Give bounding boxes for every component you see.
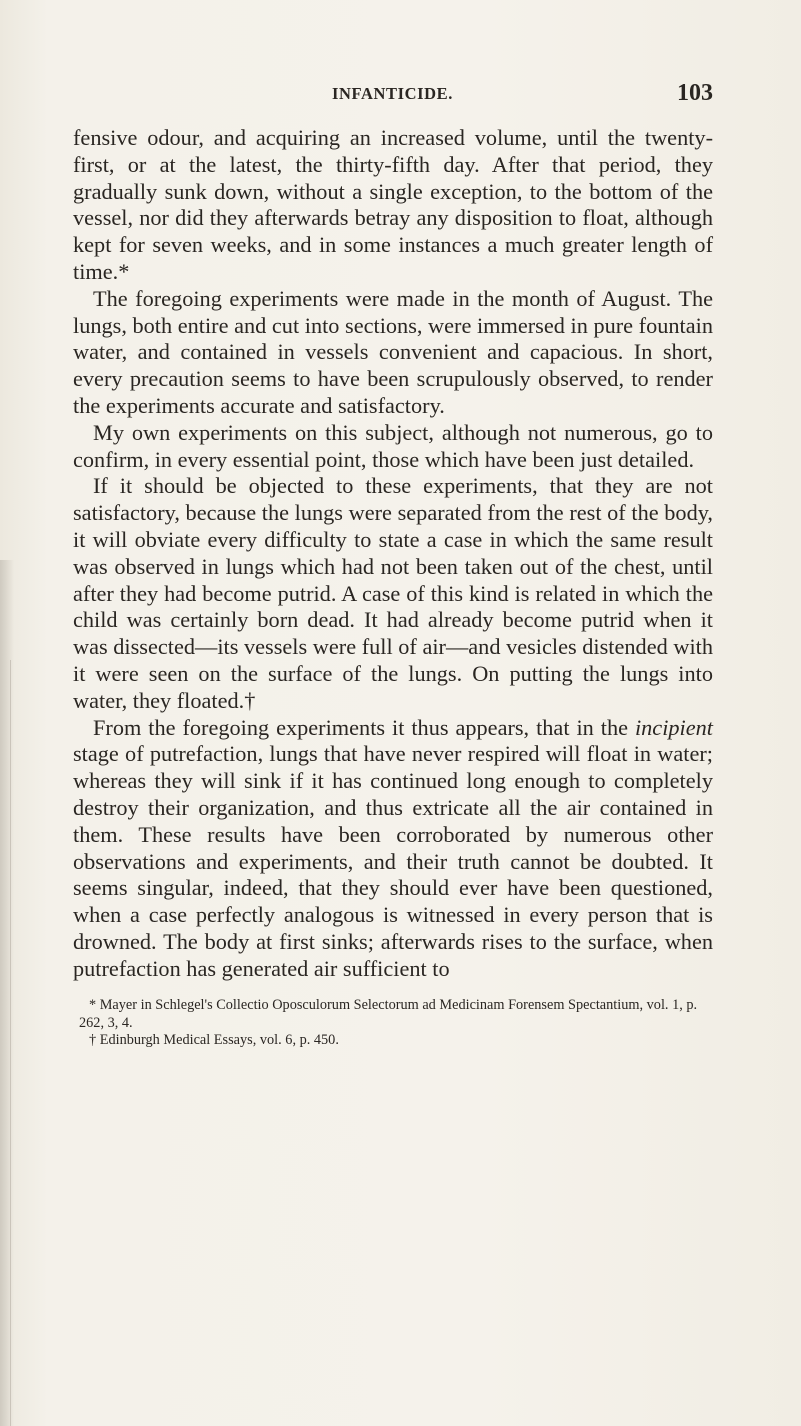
paragraph-5-start: From the foregoing experiments it thus appears, that in the: [93, 714, 629, 740]
paragraph-4: If it should be objected to these experiments, that they are not satisfactory, because the lungs were separated from the rest of the body, it will obviate every difficulty to state a case in which the same result was observed in lungs which had not been taken out of the chest, until after they had become putrid. A case of this kind is related in which the child was certainly born dead. It had already become putrid when it was dissected—its vessels were full of air—and vesicles distended with it were seen on the surface of the lungs. On putting the lungs into water, they floated.†: [73, 473, 713, 713]
page-edge-line: [10, 660, 11, 1426]
emphasis-incipient: incipient: [634, 714, 713, 740]
paragraph-2: The foregoing experiments were made in the month of August. The lungs, both entire and cut into sections, were immersed in pure fountain water, and contained in vessels convenient and capacious. In short, every precaution seems to have been scrupulously observed, to render the experiments accurate and satisfactory.: [73, 285, 713, 418]
body-text: [73, 125, 713, 983]
footnote-2: † Edinburgh Medical Essays, vol. 6, p. 450.: [89, 1032, 339, 1049]
running-head: INFANTICIDE.: [331, 84, 454, 103]
paragraph-3: My own experiments on this subject, although not numerous, go to confirm, in every essential point, those which have been just detailed.: [73, 419, 713, 472]
page-edge-shadow: [0, 560, 14, 1426]
paragraph-5: [73, 715, 713, 983]
footnote-1: * Mayer in Schlegel's Collectio Oposculorum Selectorum ad Medicinam Forensem Spectantium, vol. 1, p. 262, 3, 4.: [79, 997, 698, 1031]
paragraph-1: fensive odour, and acquiring an increased volume, until the twenty-first, or at the latest, the thirty-fifth day. After that period, they gradually sunk down, without a single exception, to the bottom of the vessel, nor did they afterwards betray any disposition to float, although kept for seven weeks, and in some instances a much greater length of time.*: [73, 125, 713, 284]
page-number: 103: [677, 80, 713, 106]
footnotes: [79, 997, 713, 1050]
page-header: [72, 80, 713, 114]
paragraph-5-end: stage of putrefaction, lungs that have never respired will float in water; whereas they will sink if it has continued long enough to completely destroy their organization, and thus extricate all the air contained in them. These results have been corroborated by numerous other observations and experiments, and their truth cannot be doubted. It seems singular, indeed, that they should ever have been questioned, when a case perfectly analogous is witnessed in every person that is drowned. The body at first sinks; afterwards rises to the surface, when putrefaction has generated air sufficient to: [73, 741, 713, 981]
